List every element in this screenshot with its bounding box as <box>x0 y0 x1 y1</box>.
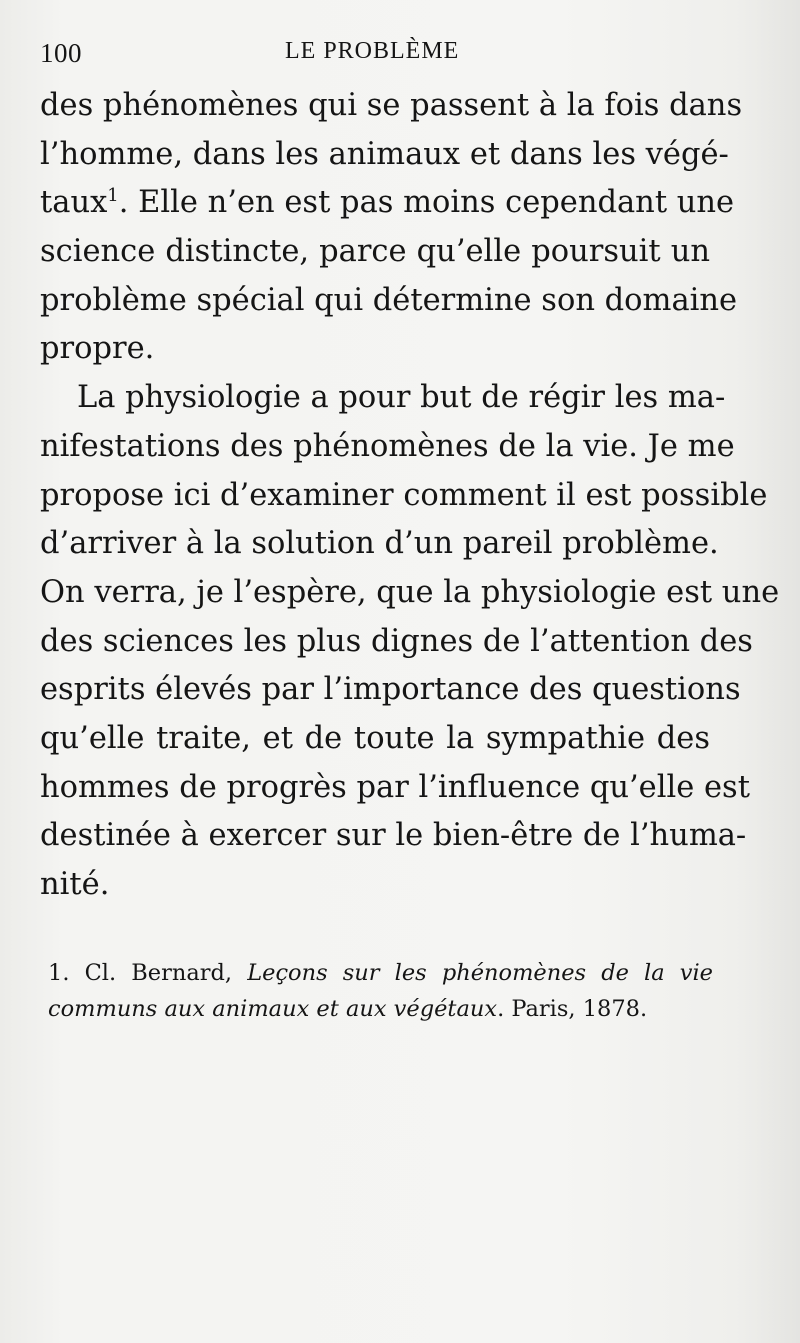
text-line <box>40 179 735 228</box>
body-text <box>40 82 780 910</box>
text-fragment: . Elle n’en est pas moins cependant une <box>118 185 735 221</box>
running-title: LE PROBLÈME <box>285 38 460 64</box>
text-line: d’arriver à la solution d’un pareil problème. <box>40 526 719 562</box>
footnote-marker: 1. Cl. Bernard, <box>48 960 248 986</box>
footnote-line <box>48 991 713 1027</box>
text-line: hommes de progrès par l’influence qu’elle est <box>40 769 750 805</box>
footnote-citation: . Paris, 1878. <box>497 996 648 1022</box>
text-line: propre. <box>40 331 155 367</box>
text-line: science distincte, parce qu’elle poursuit un <box>40 234 710 270</box>
paragraph-2 <box>40 374 780 910</box>
text-line: nité. <box>40 867 110 902</box>
paragraph-1 <box>40 82 743 374</box>
running-head <box>40 38 730 72</box>
footnote-title: communs aux animaux et aux végétaux <box>48 996 498 1022</box>
text-line: nifestations des phénomènes de la vie. Je me <box>40 428 735 464</box>
text-line: On verra, je l’espère, que la physiologie est une <box>40 574 780 610</box>
text-line: esprits élevés par l’importance des questions <box>40 672 741 708</box>
text-line: problème spécial qui détermine son domaine <box>40 282 738 318</box>
text-line: qu’elle traite, et de toute la sympathie des <box>40 720 710 756</box>
footnote-line <box>48 955 713 991</box>
text-fragment: taux <box>40 185 108 221</box>
footnote <box>48 955 713 1027</box>
text-line: destinée à exercer sur le bien-être de l’huma- <box>40 818 747 854</box>
text-line: des phénomènes qui se passent à la fois dans <box>40 88 743 123</box>
text-line: propose ici d’examiner comment il est possible <box>40 477 768 513</box>
footnote-reference[interactable]: 1 <box>107 185 119 207</box>
page-number: 100 <box>40 38 82 68</box>
footnote-title: Leçons sur les phénomènes de la vie <box>247 960 713 986</box>
text-line: l’homme, dans les animaux et dans les végé- <box>40 136 729 172</box>
text-line: La physiologie a pour but de régir les ma- <box>77 380 726 416</box>
text-line: des sciences les plus dignes de l’attention des <box>40 623 753 659</box>
